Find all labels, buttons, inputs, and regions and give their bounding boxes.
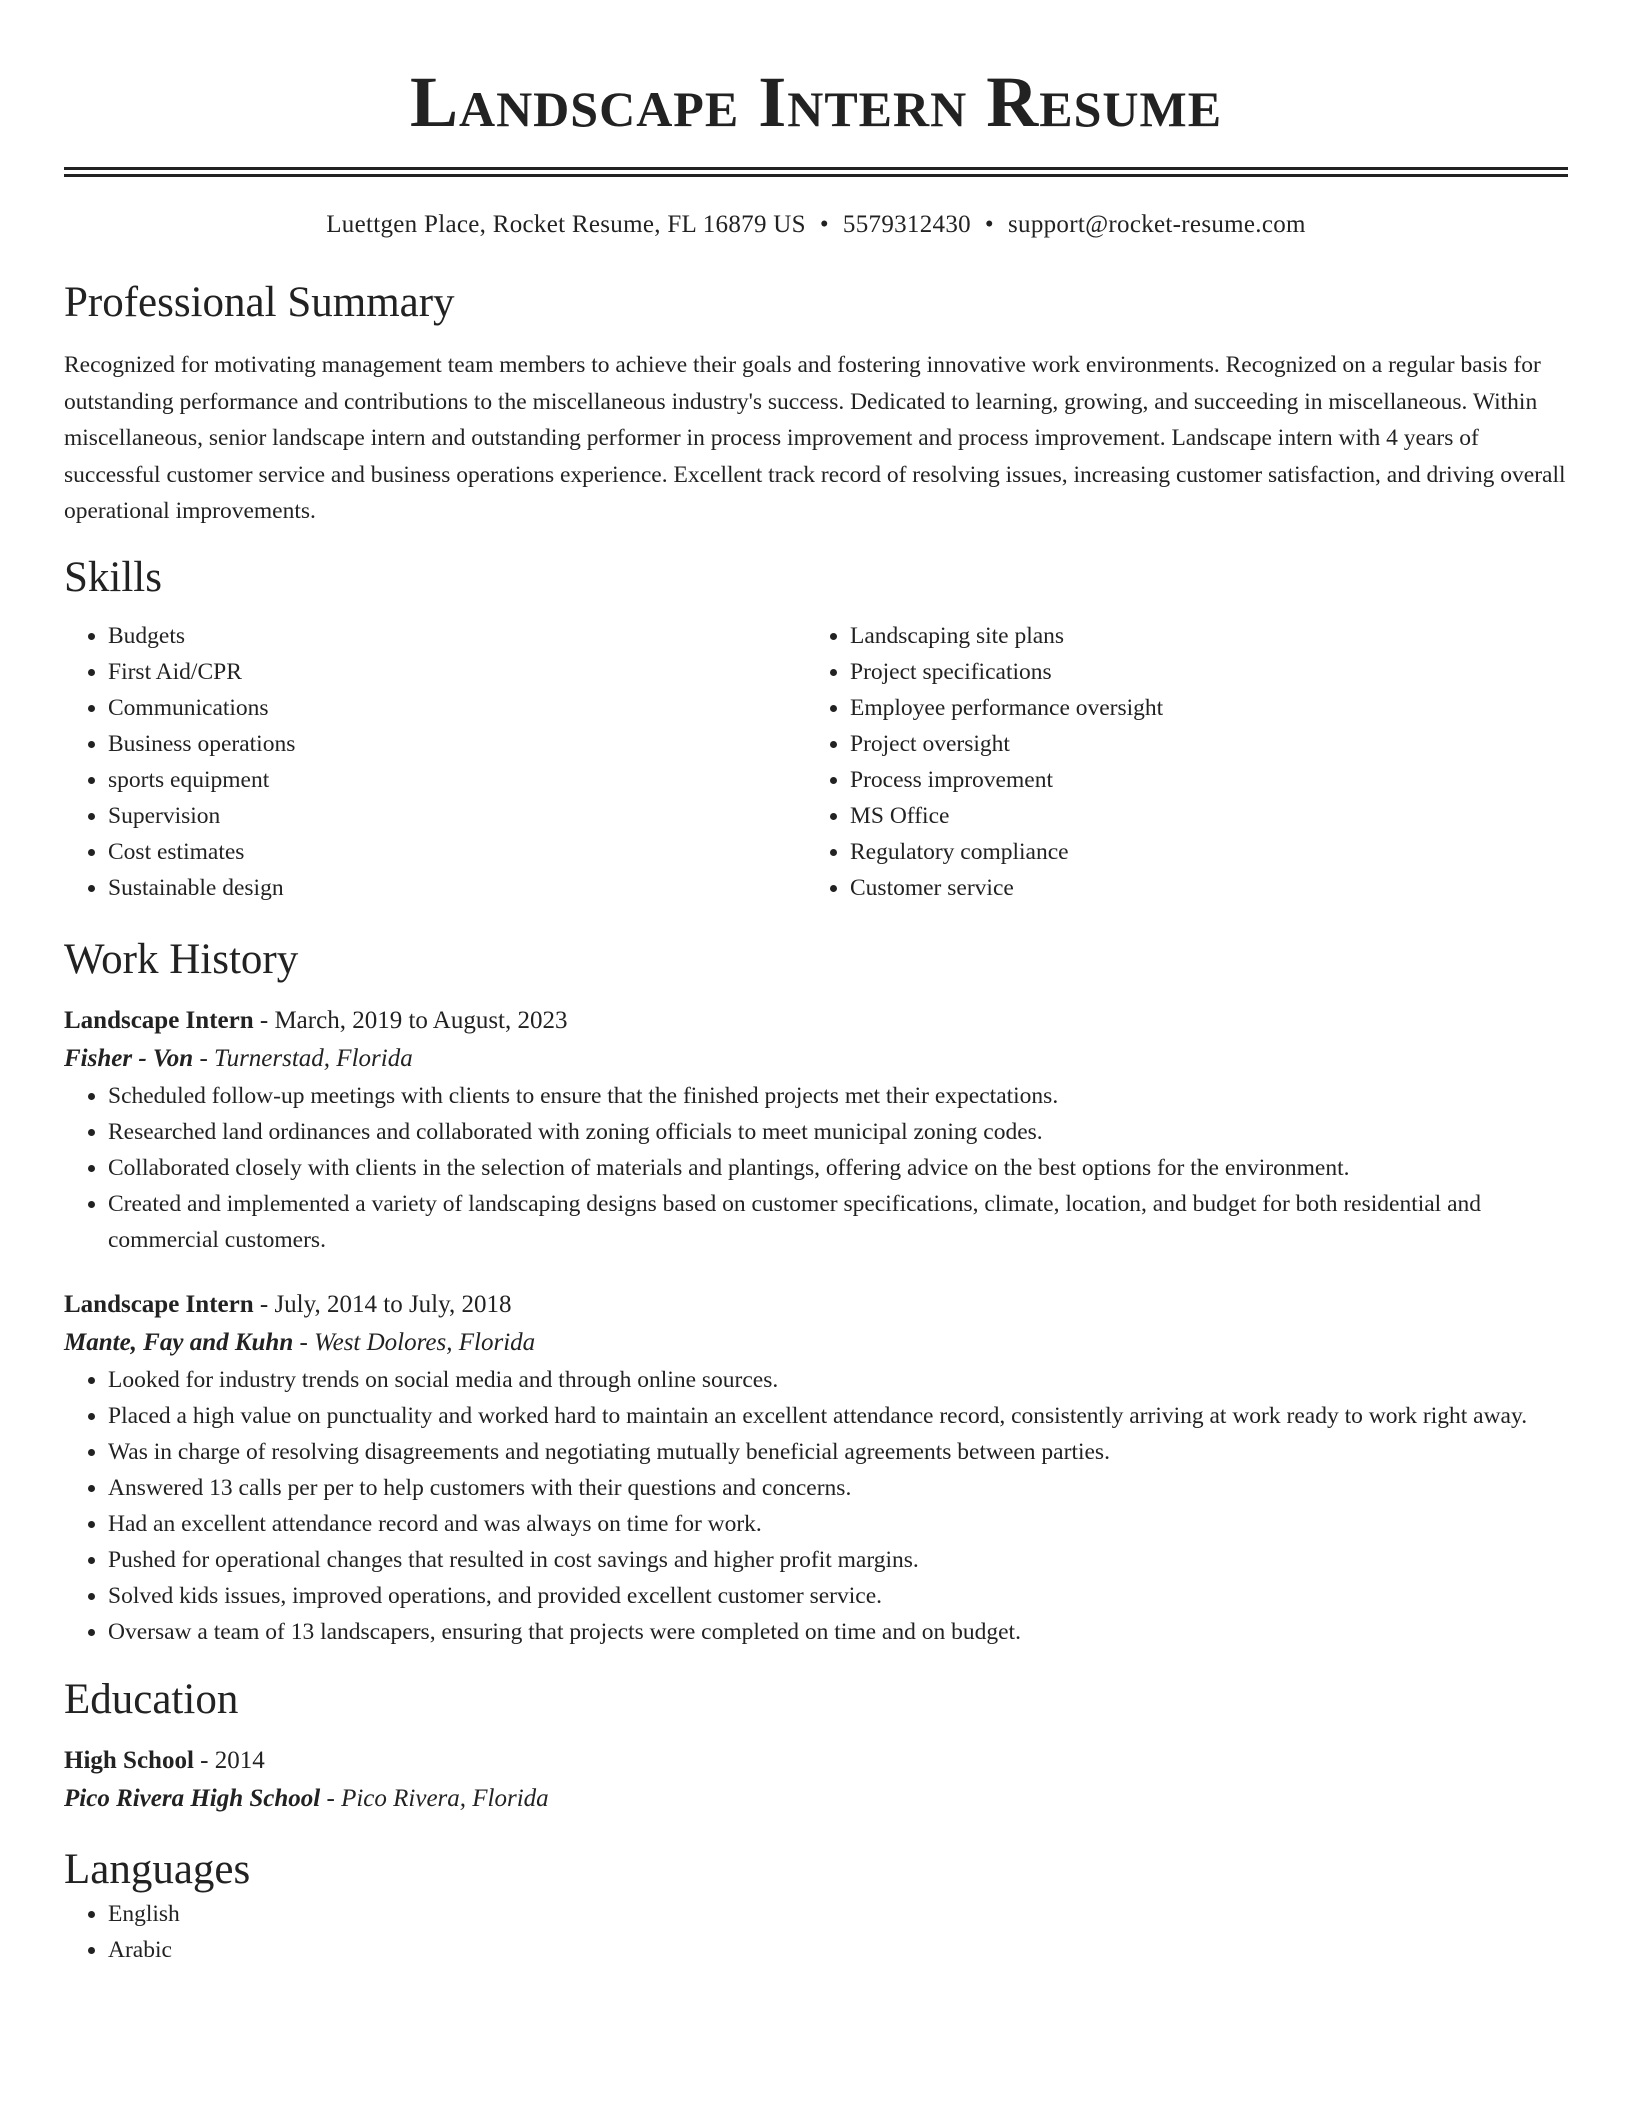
skill-item: • MS Office [850,798,1548,834]
education-header [64,1742,1568,1780]
job-location: - West Dolores, Florida [299,1328,536,1356]
list-item: • Placed a high value on punctuality and worked hard to maintain an excellent attendance record, consistently arriving at work ready to work right away. [108,1398,1568,1434]
skills-list-left [64,618,806,906]
list-item: • Had an excellent attendance record and was always on time for work. [108,1506,1568,1542]
skills-columns [64,618,1568,906]
skill-item: • Cost estimates [108,834,806,870]
skill-item: • Regulatory compliance [850,834,1548,870]
skill-item: • Sustainable design [108,870,806,906]
list-item: • Oversaw a team of 13 landscapers, ensuring that projects were completed on time and on budget. [108,1614,1568,1650]
education-heading: Education [64,1675,239,1723]
list-item: • Looked for industry trends on social media and through online sources. [108,1362,1568,1398]
contact-separator: • [819,211,829,238]
job-company: Mante, Fay and Kuhn [64,1328,294,1356]
skills-heading: Skills [64,553,162,601]
job-bullets [64,1078,1568,1258]
job-header [64,1286,1568,1324]
list-item: • Researched land ordinances and collaborated with zoning officials to meet municipal zoning codes. [108,1114,1568,1150]
skill-item: • Business operations [108,726,806,762]
skill-item: • Employee performance oversight [850,690,1548,726]
job-entry [64,1002,1568,1258]
job-header [64,1002,1568,1040]
education-year: - 2014 [200,1746,265,1774]
skill-item: • First Aid/CPR [108,654,806,690]
list-item: • Pushed for operational changes that resulted in cost savings and higher profit margins. [108,1542,1568,1578]
list-item: • Was in charge of resolving disagreements and negotiating mutually beneficial agreements between parties. [108,1434,1568,1470]
education-school: Pico Rivera High School [64,1784,321,1812]
education-degree: High School [64,1746,194,1774]
education-entry [64,1742,1568,1818]
languages-list [64,1896,1568,1968]
skills-list-right [806,618,1548,906]
job-dates: - July, 2014 to July, 2018 [259,1290,512,1318]
job-company-line [64,1324,1568,1362]
skill-item: • Communications [108,690,806,726]
contact-line [64,209,1568,241]
job-company-line [64,1040,1568,1078]
resume-title: Landscape Intern Resume [409,62,1223,142]
skill-item: • Budgets [108,618,806,654]
job-dates: - March, 2019 to August, 2023 [259,1006,568,1034]
title-divider [64,167,1568,177]
skill-item: • Project oversight [850,726,1548,762]
list-item: • Solved kids issues, improved operations, and provided excellent customer service. [108,1578,1568,1614]
job-entry [64,1286,1568,1650]
skill-item: • Customer service [850,870,1548,906]
summary-text: Recognized for motivating management team members to achieve their goals and fostering innovative work environments. Recognized on a regular basis for outstanding performance and contributions to the miscellaneous industry's success. Dedicated to learning, growing, and succeeding in miscellaneous. Within miscellaneous, senior landscape intern and outstanding performer in process improvement and process improvement. Landscape intern with 4 years of successful customer service and business operations experience. Excellent track record of resolving issues, increasing customer satisfaction, and driving overall operational improvements. [64,352,1566,524]
job-role: Landscape Intern [64,1290,254,1318]
summary-heading: Professional Summary [64,279,455,326]
job-role: Landscape Intern [64,1006,254,1034]
contact-address: Luettgen Place, Rocket Resume, FL 16879 US [326,211,806,238]
contact-separator: • [984,211,994,238]
education-school-line [64,1780,1568,1818]
work-history-heading: Work History [64,935,299,983]
contact-email[interactable]: support@rocket-resume.com [1007,211,1306,238]
language-item: • Arabic [108,1932,1568,1968]
language-item: • English [108,1896,1568,1932]
education-location: - Pico Rivera, Florida [326,1784,549,1812]
list-item: • Scheduled follow-up meetings with clients to ensure that the finished projects met their expectations. [108,1078,1568,1114]
skill-item: • Supervision [108,798,806,834]
list-item: • Collaborated closely with clients in the selection of materials and plantings, offering advice on the best options for the environment. [108,1150,1568,1186]
skill-item: • Process improvement [850,762,1548,798]
skill-item: • Landscaping site plans [850,618,1548,654]
job-company: Fisher - Von [64,1044,194,1072]
contact-phone[interactable]: 5579312430 [842,211,971,238]
skill-item: • Project specifications [850,654,1548,690]
job-bullets [64,1362,1568,1650]
list-item: • Answered 13 calls per per to help customers with their questions and concerns. [108,1470,1568,1506]
list-item: • Created and implemented a variety of landscaping designs based on customer specifications, climate, location, and budget for both residential and commercial customers. [108,1186,1568,1258]
skill-item: • sports equipment [108,762,806,798]
languages-heading: Languages [64,1845,251,1893]
job-location: - Turnerstad, Florida [199,1044,413,1072]
